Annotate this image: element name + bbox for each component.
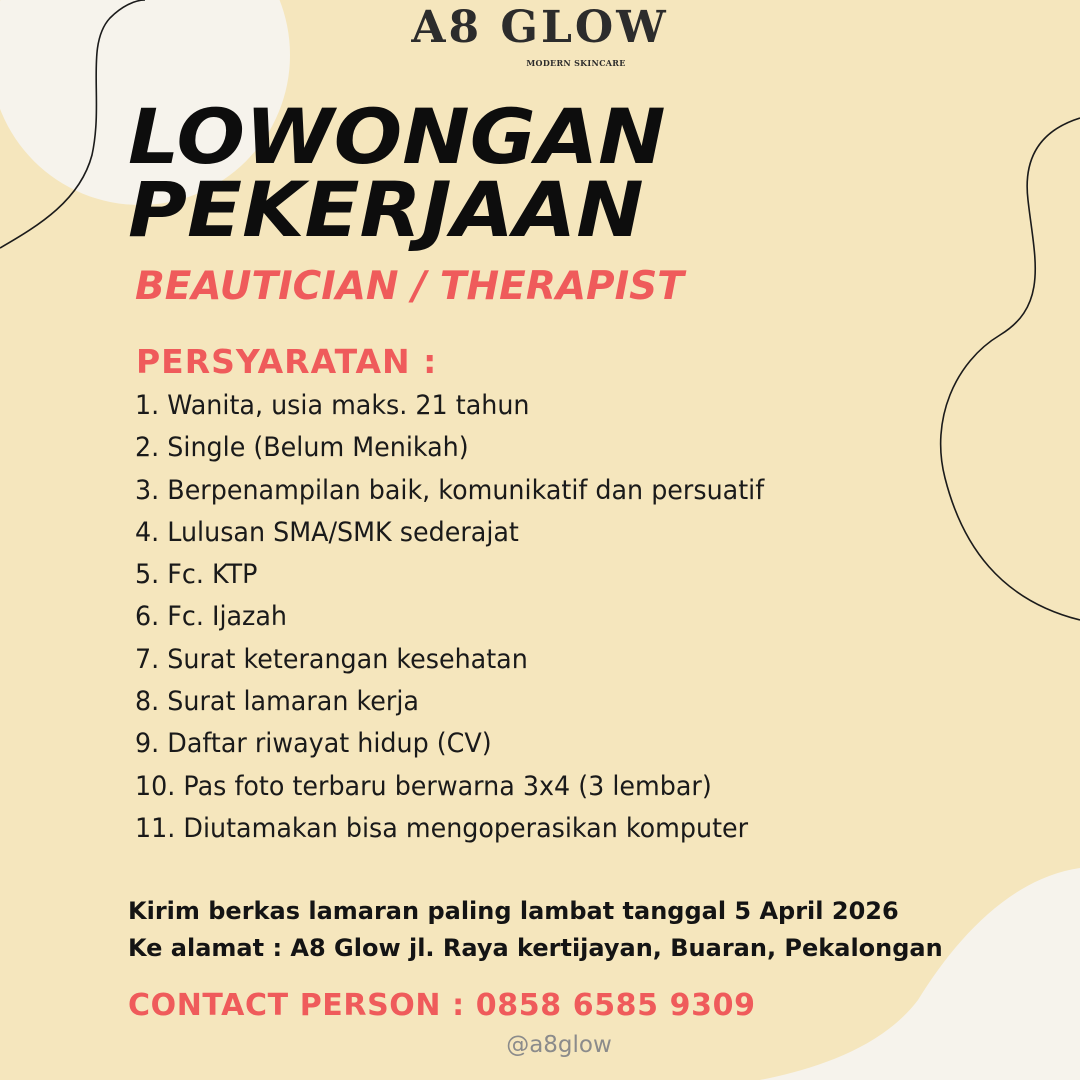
requirement-item: 7. Surat keterangan kesehatan — [135, 643, 528, 675]
submission-address: Ke alamat : A8 Glow jl. Raya kertijayan, Buaran, Pekalongan — [128, 934, 943, 962]
requirement-item: 4. Lulusan SMA/SMK sederajat — [135, 516, 519, 548]
requirement-item: 6. Fc. Ijazah — [135, 601, 288, 633]
requirement-item: 10. Pas foto terbaru berwarna 3x4 (3 lembar) — [135, 770, 712, 802]
job-position-title: BEAUTICIAN / THERAPIST — [135, 264, 684, 309]
brand-name: A8 GLOW — [411, 2, 669, 53]
requirement-item: 2. Single (Belum Menikah) — [135, 432, 469, 464]
requirement-item: 11. Diutamakan bisa mengoperasikan komputer — [135, 812, 749, 844]
submission-deadline: Kirim berkas lamaran paling lambat tanggal 5 April 2026 — [128, 897, 899, 925]
requirement-item: 3. Berpenampilan baik, komunikatif dan persuatif — [135, 474, 765, 506]
requirements-heading: PERSYARATAN : — [136, 342, 438, 381]
brand-tagline: MODERN SKINCARE — [526, 58, 626, 68]
social-handle: @a8glow — [506, 1032, 612, 1058]
contact-person: CONTACT PERSON : 0858 6585 9309 — [128, 988, 756, 1023]
headline-line-1: LOWONGAN — [128, 92, 666, 181]
requirement-item: 8. Surat lamaran kerja — [135, 686, 419, 718]
requirement-item: 9. Daftar riwayat hidup (CV) — [135, 728, 492, 760]
headline — [128, 92, 666, 254]
headline-line-2: PEKERJAAN — [128, 165, 644, 254]
requirement-item: 5. Fc. KTP — [135, 559, 258, 591]
requirements-list — [135, 385, 804, 850]
right-squiggle-line — [941, 118, 1080, 620]
requirement-item: 1. Wanita, usia maks. 21 tahun — [135, 390, 530, 421]
submission-info — [128, 893, 943, 967]
